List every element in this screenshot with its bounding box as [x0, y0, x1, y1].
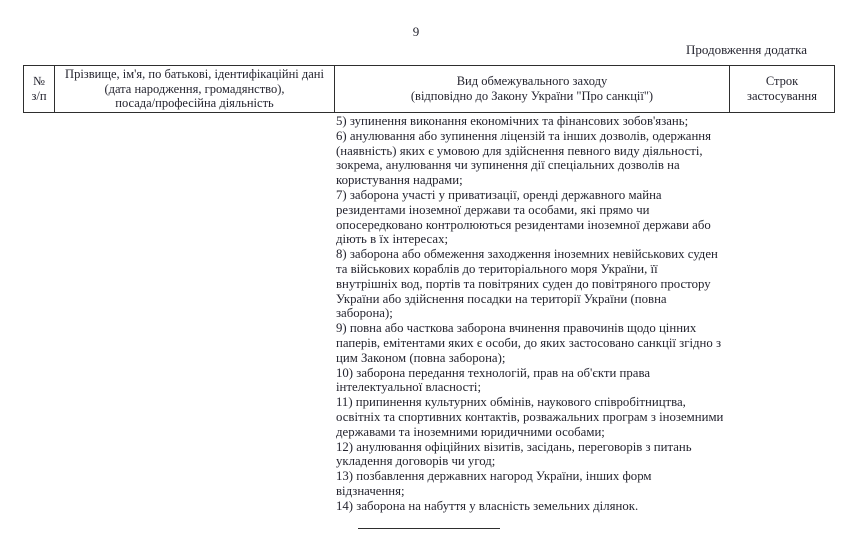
header-number-line: з/п	[31, 89, 47, 103]
measure-text-line: відзначення;	[336, 483, 405, 498]
measure-text-line: 13) позбавлення державних нагород України, інших форм	[336, 469, 652, 484]
footnote-rule	[358, 528, 500, 529]
header-cell-term	[729, 66, 834, 112]
measure-text-line: 11) припинення культурних обмінів, наукового співробітництва,	[336, 395, 686, 410]
header-person-line: Прізвище, ім'я, по батькові, ідентифікаційні дані	[65, 67, 324, 82]
header-cell-measure	[334, 66, 729, 112]
page-number: 9	[412, 24, 420, 39]
measure-text-line: 9) повна або часткова заборона вчинення правочинів щодо цінних	[336, 321, 697, 336]
measure-text-line: 8) заборона або обмеження заходження іноземних невійськових суден	[336, 247, 718, 262]
header-term-line: Строк	[765, 74, 799, 89]
measure-text-line: резидентами іноземної держави та особами, які прямо чи	[336, 202, 650, 217]
measure-text-line: зокрема, анулювання чи зупинення дії спеціальних дозволів на	[336, 158, 680, 173]
measure-text-line: паперів, емітентами яких є особи, до яких застосовано санкції згідно з	[336, 335, 722, 350]
header-measure-line: (відповідно до Закону України "Про санкції")	[410, 89, 654, 103]
measure-text-line: укладення договорів чи угод;	[336, 454, 496, 469]
measure-text-line: 7) заборона участі у приватизації, оренді державного майна	[336, 187, 662, 202]
measure-text-line: та військових кораблів до територіального моря України, її	[336, 261, 658, 276]
table-header-row	[23, 65, 835, 113]
measure-text-line: 14) заборона на набуття у власність земельних ділянок.	[336, 498, 639, 513]
continuation-label: Продовження додатка	[686, 42, 807, 57]
measure-text-line: 12) анулювання офіційних візитів, засідань, переговорів з питань	[336, 439, 692, 454]
measure-text-line: державами та іноземними юридичними особами;	[336, 424, 605, 439]
measures-text-block	[336, 114, 738, 514]
measure-text-line: діють в їх інтересах;	[336, 232, 449, 247]
measure-text-line: 5) зупинення виконання економічних та фінансових зобов'язань;	[336, 114, 689, 128]
header-person-line: посада/професійна діяльність	[115, 96, 274, 111]
measure-text-line: користування надрами;	[336, 173, 463, 188]
header-person-line: (дата народження, громадянство),	[104, 81, 285, 96]
measure-text-line: 10) заборона передання технологій, прав на об'єкти права	[336, 365, 651, 380]
measure-text-line: заборона);	[336, 306, 393, 321]
header-term-line: застосування	[747, 89, 817, 103]
measure-text-line: інтелектуальної власності;	[336, 380, 482, 395]
measure-text-line: внутрішніх вод, портів та повітряних суден до повітряного простору	[336, 276, 711, 291]
measure-text-line: освітніх та спортивних контактів, розважальних програм з іноземними	[336, 409, 724, 424]
measure-text-line: опосередковано контролюються резидентами іноземної держави або	[336, 217, 711, 232]
measure-text-line: цим Законом (повна заборона);	[336, 350, 506, 365]
measure-text-line: України або здійснення посадки на території України (повна	[336, 291, 667, 306]
header-cell-person	[54, 66, 334, 112]
header-measure-line: Вид обмежувального заходу	[456, 74, 608, 89]
header-number-line: №	[33, 74, 45, 89]
measure-text-line: (наявність) яких є умовою для здійснення певного виду діяльності,	[336, 143, 703, 158]
measure-text-line: 6) анулювання або зупинення ліцензій та інших дозволів, одержання	[336, 128, 712, 143]
header-cell-number	[24, 66, 54, 112]
